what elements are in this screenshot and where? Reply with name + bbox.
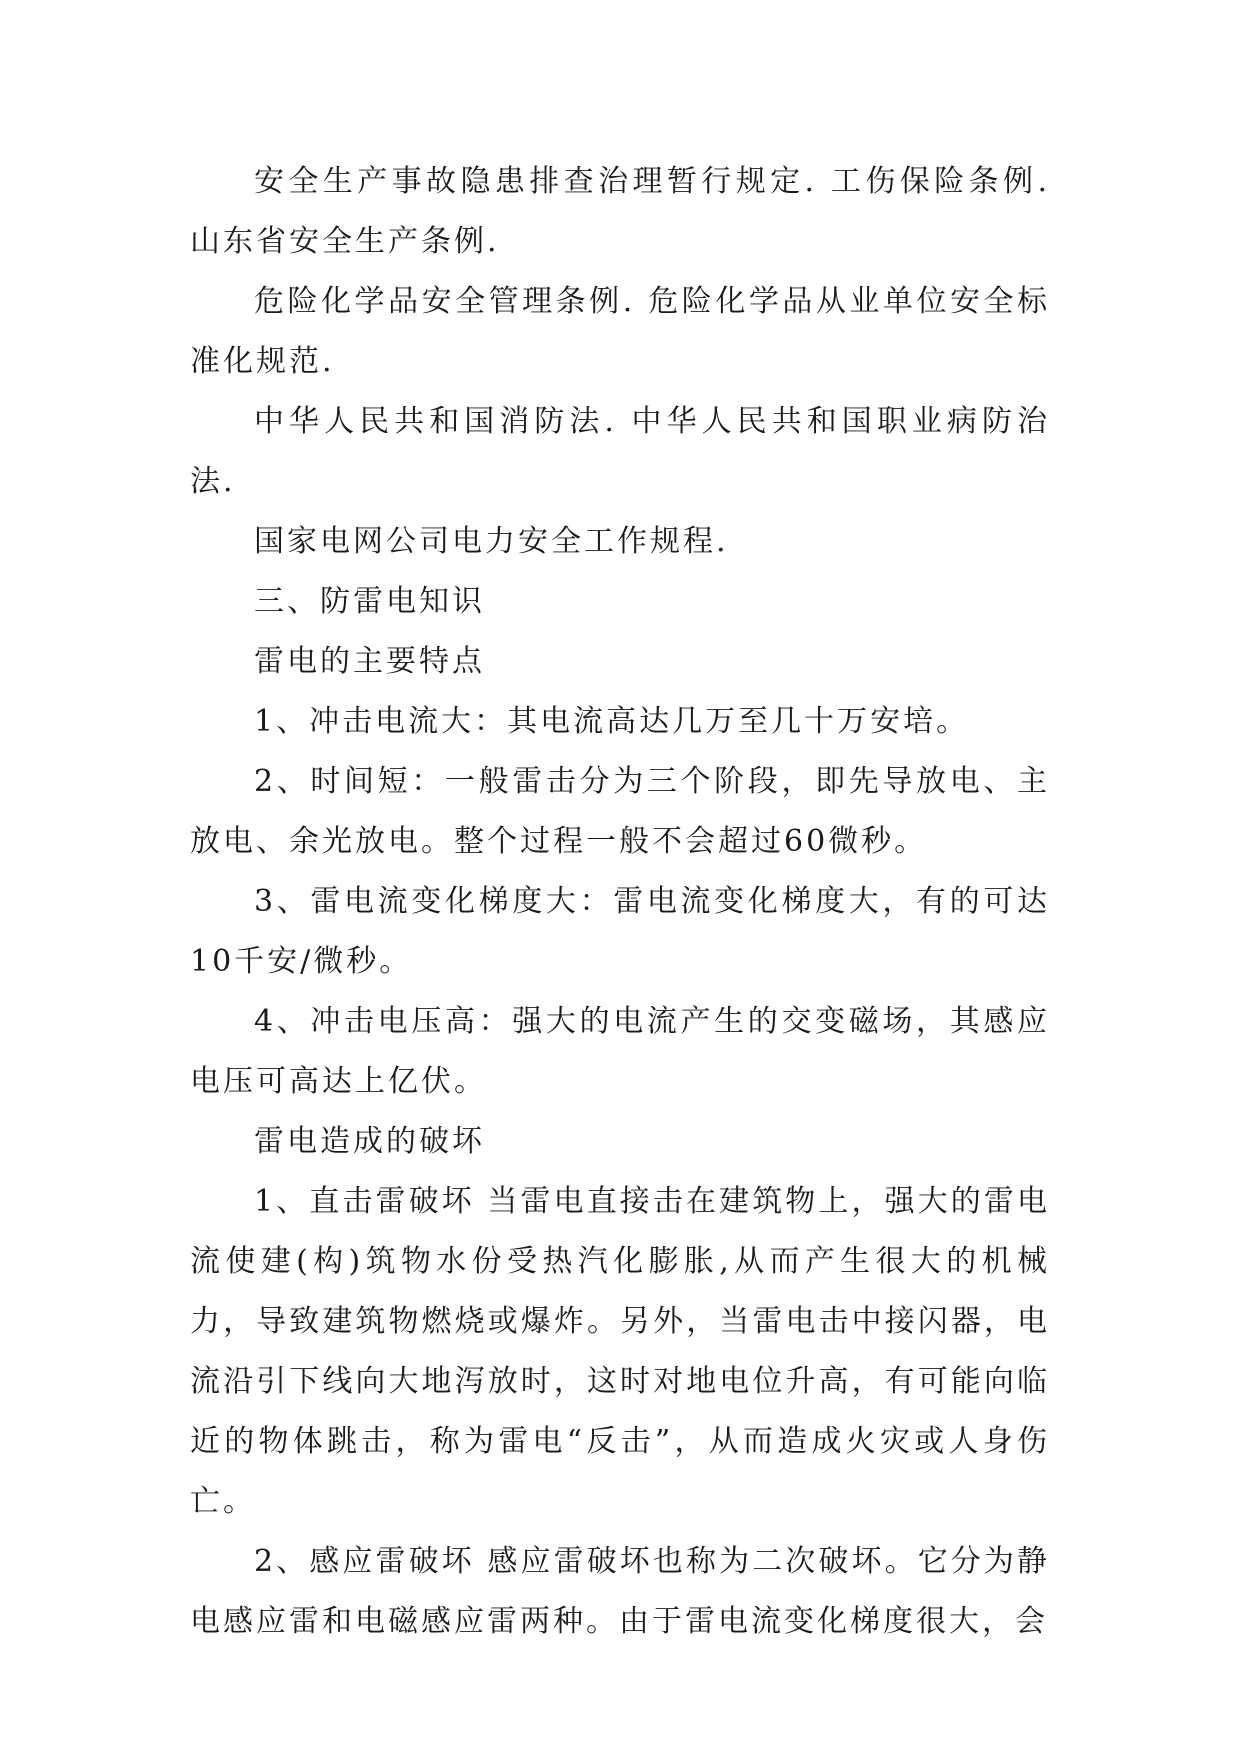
paragraph-regulations-2: 危险化学品安全管理条例. 危险化学品从业单位安全标准化规范. [190,284,1050,379]
feature-item-2: 2、时间短：一般雷击分为三个阶段，即先导放电、主放电、余光放电。整个过程一般不会超过60微秒。 [190,764,1050,859]
subheading-lightning-damage: 雷电造成的破坏 [254,1124,485,1159]
section-heading-lightning-knowledge: 三、防雷电知识 [254,584,485,619]
feature-item-1: 1、冲击电流大：其电流高达几万至几十万安培。 [254,704,970,739]
paragraph-regulations-1: 安全生产事故隐患排查治理暂行规定. 工伤保险条例. 山东省安全生产条例. [190,164,1050,259]
subheading-lightning-features: 雷电的主要特点 [254,644,485,679]
paragraph-regulations-4: 国家电网公司电力安全工作规程. [254,524,729,559]
document-page [190,152,1050,1652]
damage-item-1: 1、直击雷破坏 当雷电直接击在建筑物上，强大的雷电流使建(构)筑物水份受热汽化膨胀,从而产生很大的机械力，导致建筑物燃烧或爆炸。另外，当雷电击中接闪器，电流沿引下线向大地泻放时，这时对地电位升高，有可能向临近的物体跳击，称为雷电“反击”，从而造成火灾或人身伤亡。 [190,1184,1050,1519]
feature-item-4: 4、冲击电压高：强大的电流产生的交变磁场，其感应电压可高达上亿伏。 [190,1004,1050,1099]
damage-item-2: 2、感应雷破坏 感应雷破坏也称为二次破坏。它分为静电感应雷和电磁感应雷两种。由于雷电流变化梯度很大，会 [190,1544,1050,1639]
feature-item-3: 3、雷电流变化梯度大：雷电流变化梯度大，有的可达10千安/微秒。 [190,884,1050,979]
paragraph-regulations-3: 中华人民共和国消防法. 中华人民共和国职业病防治法. [190,404,1050,499]
